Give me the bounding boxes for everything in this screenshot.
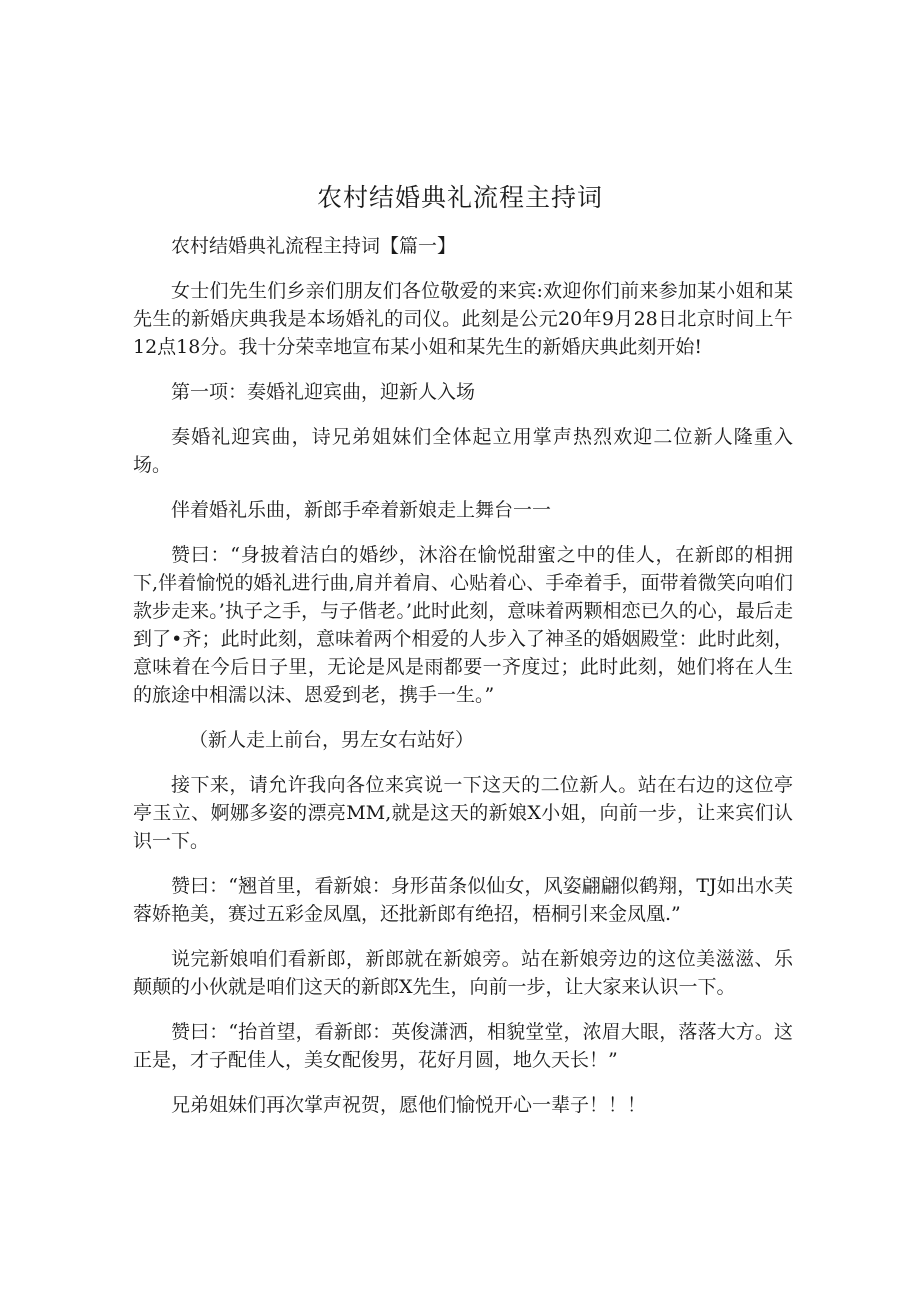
document-body [133, 232, 793, 1136]
music-paragraph: 伴着婚礼乐曲，新郎手牵着新娘走上舞台一一 [171, 499, 552, 521]
praise-bride-paragraph: 赞曰：“翘首里，看新娘：身形苗条似仙女，风姿翩翩似鹤翔，TJ如出水芙蓉娇艳美，赛过五彩金凤凰，还批新郎有绝招，梧桐引来金凤凰.” [133, 875, 793, 925]
introduce-bride-paragraph: 接下来，请允许我向各位来宾说一下这天的二位新人。站在右边的这位亭亭玉立、婀娜多姿的漂亮MM,就是这天的新娘X小姐，向前一步，让来宾们认识一下。 [133, 774, 793, 852]
opening-paragraph: 女士们先生们乡亲们朋友们各位敬爱的来宾:欢迎你们前来参加某小姐和某先生的新婚庆典我是本场婚礼的司仪。此刻是公元20年9月28日北京时间上午12点18分。我十分荣幸地宣布某小姐和某先生的新婚庆典此刻开始! [133, 280, 793, 358]
praise-paragraph-1: 赞曰：“身披着洁白的婚纱，沐浴在愉悦甜蜜之中的佳人，在新郎的相拥下,伴着愉悦的婚礼进行曲,肩并着肩、心贴着心、手牵着手，面带着微笑向咱们款步走来。’执子之手，与子偕老。’此时此刻，意味着两颗相恋已久的心，最后走到了•齐；此时此刻，意味着两个相爱的人步入了神圣的婚姻殿堂：此时此刻，意味着在今后日子里，无论是风是雨都要一齐度过；此时此刻，她们将在人生的旅途中相濡以沫、恩爱到老，携手一生。” [133, 544, 793, 706]
step-one-heading: 第一项：奏婚礼迎宾曲，迎新人入场 [171, 381, 476, 403]
section-heading: 农村结婚典礼流程主持词【篇一】 [171, 235, 457, 257]
introduce-groom-paragraph: 说完新娘咱们看新郎，新郎就在新娘旁。站在新娘旁边的这位美滋滋、乐颠颠的小伙就是咱们这天的新郎X先生，向前一步，让大家来认识一下。 [133, 948, 793, 998]
praise-groom-paragraph: 赞曰：“抬首望，看新郎：英俊潇洒，相貌堂堂，浓眉大眼，落落大方。这正是，才子配佳人，美女配俊男，花好月圆，地久天长！” [133, 1021, 793, 1071]
document-title: 农村结婚典礼流程主持词 [316, 183, 603, 212]
stage-note: （新人走上前台，男左女右站好） [189, 729, 475, 751]
welcome-paragraph: 奏婚礼迎宾曲，诗兄弟姐妹们全体起立用掌声热烈欢迎二位新人隆重入场。 [133, 426, 793, 476]
closing-paragraph: 兄弟姐妹们再次掌声祝贺，愿他们愉悦开心一辈子！！！ [171, 1094, 647, 1116]
